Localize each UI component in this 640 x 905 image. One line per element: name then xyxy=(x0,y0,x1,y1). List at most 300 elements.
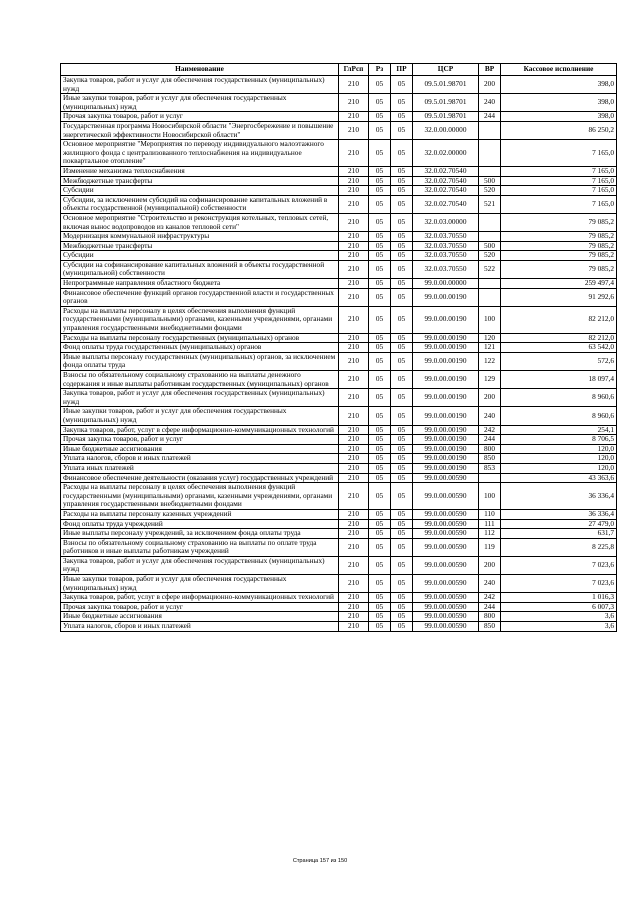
table-row xyxy=(61,483,617,510)
row-name-cell: Уплата налогов, сборов и иных платежей xyxy=(61,622,339,632)
row-glrsp-cell: 210 xyxy=(339,519,369,529)
row-rz-cell: 05 xyxy=(369,166,391,176)
row-pr-cell: 05 xyxy=(391,213,413,231)
row-amount-cell: 27 479,0 xyxy=(501,519,617,529)
row-glrsp-cell: 210 xyxy=(339,389,369,407)
row-rz-cell: 05 xyxy=(369,444,391,454)
row-csr-cell: 99.0.00.00190 xyxy=(413,463,479,473)
row-pr-cell: 05 xyxy=(391,352,413,370)
row-glrsp-cell: 210 xyxy=(339,425,369,435)
table-row xyxy=(61,166,617,176)
row-vr-cell: 850 xyxy=(479,622,501,632)
row-pr-cell: 05 xyxy=(391,176,413,186)
table-row xyxy=(61,241,617,251)
row-glrsp-cell: 210 xyxy=(339,473,369,483)
row-pr-cell: 05 xyxy=(391,444,413,454)
row-glrsp-cell: 210 xyxy=(339,279,369,289)
row-pr-cell: 05 xyxy=(391,288,413,306)
row-name-cell: Непрограммные направления областного бюджета xyxy=(61,279,339,289)
row-pr-cell: 05 xyxy=(391,435,413,445)
row-glrsp-cell: 210 xyxy=(339,343,369,353)
row-csr-cell: 32.0.02.70540 xyxy=(413,176,479,186)
table-row xyxy=(61,121,617,139)
row-name-cell: Взносы по обязательному социальному страхованию на выплаты денежного содержания и иные выплаты работникам государственных (муниципальных) органов xyxy=(61,371,339,389)
row-csr-cell: 99.0.00.00590 xyxy=(413,556,479,574)
row-rz-cell: 05 xyxy=(369,483,391,510)
row-pr-cell: 05 xyxy=(391,371,413,389)
table-row xyxy=(61,519,617,529)
row-vr-cell: 521 xyxy=(479,195,501,213)
table-row xyxy=(61,176,617,186)
row-vr-cell: 500 xyxy=(479,176,501,186)
row-vr-cell: 110 xyxy=(479,509,501,519)
table-row xyxy=(61,112,617,122)
table-row xyxy=(61,352,617,370)
column-pr-header: ПР xyxy=(391,64,413,76)
row-pr-cell: 05 xyxy=(391,260,413,278)
header-row xyxy=(61,64,617,76)
table-row xyxy=(61,94,617,112)
row-csr-cell: 99.0.00.00190 xyxy=(413,343,479,353)
row-amount-cell: 7 165,0 xyxy=(501,186,617,196)
row-amount-cell: 3,6 xyxy=(501,612,617,622)
table-row xyxy=(61,333,617,343)
row-pr-cell: 05 xyxy=(391,483,413,510)
row-rz-cell: 05 xyxy=(369,76,391,94)
row-rz-cell: 05 xyxy=(369,260,391,278)
row-name-cell: Иные закупки товаров, работ и услуг для обеспечения государственных (муниципальных) нужд xyxy=(61,407,339,425)
row-glrsp-cell: 210 xyxy=(339,288,369,306)
row-csr-cell: 99.0.00.00190 xyxy=(413,371,479,389)
row-name-cell: Модернизация коммунальной инфраструктуры xyxy=(61,232,339,242)
table-row xyxy=(61,509,617,519)
row-name-cell: Изменение механизма теплоснабжения xyxy=(61,166,339,176)
row-name-cell: Фонд оплаты труда учреждений xyxy=(61,519,339,529)
row-name-cell: Межбюджетные трансферты xyxy=(61,176,339,186)
table-row xyxy=(61,435,617,445)
row-vr-cell: 119 xyxy=(479,538,501,556)
row-pr-cell: 05 xyxy=(391,186,413,196)
row-pr-cell: 05 xyxy=(391,407,413,425)
row-rz-cell: 05 xyxy=(369,251,391,261)
table-row xyxy=(61,251,617,261)
row-pr-cell: 05 xyxy=(391,241,413,251)
row-rz-cell: 05 xyxy=(369,435,391,445)
report-sheet xyxy=(60,63,616,632)
row-pr-cell: 05 xyxy=(391,389,413,407)
row-vr-cell: 100 xyxy=(479,483,501,510)
row-pr-cell: 05 xyxy=(391,509,413,519)
column-vr-header: ВР xyxy=(479,64,501,76)
row-pr-cell: 05 xyxy=(391,76,413,94)
table-row xyxy=(61,425,617,435)
row-pr-cell: 05 xyxy=(391,112,413,122)
row-vr-cell: 800 xyxy=(479,612,501,622)
row-csr-cell: 32.0.03.00000 xyxy=(413,213,479,231)
row-rz-cell: 05 xyxy=(369,519,391,529)
row-pr-cell: 05 xyxy=(391,94,413,112)
table-row xyxy=(61,473,617,483)
table-row xyxy=(61,389,617,407)
row-name-cell: Закупка товаров, работ и услуг для обеспечения государственных (муниципальных) нужд xyxy=(61,556,339,574)
row-csr-cell: 99.0.00.00190 xyxy=(413,389,479,407)
row-amount-cell: 120,0 xyxy=(501,454,617,464)
table-row xyxy=(61,232,617,242)
row-rz-cell: 05 xyxy=(369,538,391,556)
row-name-cell: Государственная программа Новосибирской области "Энергосбережение и повышение энергетической эффективности Новосибирской области" xyxy=(61,121,339,139)
row-vr-cell: 121 xyxy=(479,343,501,353)
row-csr-cell: 32.0.02.70540 xyxy=(413,166,479,176)
row-vr-cell: 242 xyxy=(479,593,501,603)
row-rz-cell: 05 xyxy=(369,473,391,483)
row-amount-cell: 86 250,2 xyxy=(501,121,617,139)
row-csr-cell: 32.0.03.70550 xyxy=(413,241,479,251)
row-name-cell: Финансовое обеспечение деятельности (оказания услуг) государственных учреждений xyxy=(61,473,339,483)
row-name-cell: Закупка товаров, работ и услуг для обеспечения государственных (муниципальных) нужд xyxy=(61,76,339,94)
row-amount-cell: 8 225,8 xyxy=(501,538,617,556)
row-amount-cell: 43 363,6 xyxy=(501,473,617,483)
row-rz-cell: 05 xyxy=(369,306,391,333)
row-csr-cell: 32.0.02.70540 xyxy=(413,186,479,196)
row-vr-cell: 522 xyxy=(479,260,501,278)
row-pr-cell: 05 xyxy=(391,121,413,139)
table-row xyxy=(61,454,617,464)
row-name-cell: Иные закупки товаров, работ и услуг для обеспечения государственных (муниципальных) нужд xyxy=(61,94,339,112)
table-row xyxy=(61,195,617,213)
row-glrsp-cell: 210 xyxy=(339,529,369,539)
row-glrsp-cell: 210 xyxy=(339,575,369,593)
table-row xyxy=(61,213,617,231)
row-amount-cell: 259 497,4 xyxy=(501,279,617,289)
table-header xyxy=(61,64,617,76)
row-glrsp-cell: 210 xyxy=(339,556,369,574)
row-glrsp-cell: 210 xyxy=(339,251,369,261)
row-amount-cell: 1 016,3 xyxy=(501,593,617,603)
table-row xyxy=(61,538,617,556)
row-csr-cell: 99.0.00.00590 xyxy=(413,519,479,529)
row-glrsp-cell: 210 xyxy=(339,232,369,242)
row-csr-cell: 99.0.00.00190 xyxy=(413,333,479,343)
row-glrsp-cell: 210 xyxy=(339,94,369,112)
row-vr-cell: 200 xyxy=(479,76,501,94)
row-pr-cell: 05 xyxy=(391,473,413,483)
row-name-cell: Закупка товаров, работ, услуг в сфере информационно-коммуникационных технологий xyxy=(61,593,339,603)
row-pr-cell: 05 xyxy=(391,556,413,574)
row-pr-cell: 05 xyxy=(391,463,413,473)
row-glrsp-cell: 210 xyxy=(339,538,369,556)
row-glrsp-cell: 210 xyxy=(339,112,369,122)
row-rz-cell: 05 xyxy=(369,454,391,464)
row-rz-cell: 05 xyxy=(369,288,391,306)
row-pr-cell: 05 xyxy=(391,279,413,289)
row-pr-cell: 05 xyxy=(391,333,413,343)
row-vr-cell: 800 xyxy=(479,444,501,454)
table-row xyxy=(61,593,617,603)
row-pr-cell: 05 xyxy=(391,343,413,353)
row-pr-cell: 05 xyxy=(391,593,413,603)
table-row xyxy=(61,556,617,574)
row-amount-cell: 8 960,6 xyxy=(501,407,617,425)
row-rz-cell: 05 xyxy=(369,140,391,167)
row-rz-cell: 05 xyxy=(369,343,391,353)
row-pr-cell: 05 xyxy=(391,195,413,213)
row-name-cell: Уплата иных платежей xyxy=(61,463,339,473)
row-rz-cell: 05 xyxy=(369,279,391,289)
row-csr-cell: 99.0.00.00190 xyxy=(413,435,479,445)
row-glrsp-cell: 210 xyxy=(339,176,369,186)
row-rz-cell: 05 xyxy=(369,94,391,112)
row-name-cell: Прочая закупка товаров, работ и услуг xyxy=(61,112,339,122)
row-glrsp-cell: 210 xyxy=(339,622,369,632)
row-csr-cell: 99.0.00.00190 xyxy=(413,288,479,306)
row-amount-cell: 63 542,0 xyxy=(501,343,617,353)
row-name-cell: Взносы по обязательному социальному страхованию на выплаты по оплате труда работников и иные выплаты работникам учреждений xyxy=(61,538,339,556)
row-csr-cell: 32.0.03.70550 xyxy=(413,251,479,261)
row-csr-cell: 32.0.03.70550 xyxy=(413,232,479,242)
row-vr-cell xyxy=(479,279,501,289)
row-glrsp-cell: 210 xyxy=(339,260,369,278)
row-rz-cell: 05 xyxy=(369,425,391,435)
row-pr-cell: 05 xyxy=(391,519,413,529)
row-vr-cell xyxy=(479,232,501,242)
row-vr-cell: 244 xyxy=(479,602,501,612)
row-vr-cell xyxy=(479,288,501,306)
row-pr-cell: 05 xyxy=(391,425,413,435)
row-pr-cell: 05 xyxy=(391,612,413,622)
row-csr-cell: 99.0.00.00190 xyxy=(413,454,479,464)
table-row xyxy=(61,279,617,289)
table-row xyxy=(61,260,617,278)
row-glrsp-cell: 210 xyxy=(339,509,369,519)
table-row xyxy=(61,602,617,612)
row-rz-cell: 05 xyxy=(369,575,391,593)
row-csr-cell: 99.0.00.00590 xyxy=(413,602,479,612)
row-amount-cell: 36 336,4 xyxy=(501,483,617,510)
row-pr-cell: 05 xyxy=(391,251,413,261)
row-vr-cell xyxy=(479,473,501,483)
table-row xyxy=(61,186,617,196)
row-rz-cell: 05 xyxy=(369,556,391,574)
row-vr-cell: 129 xyxy=(479,371,501,389)
row-amount-cell: 572,6 xyxy=(501,352,617,370)
row-csr-cell: 99.0.00.00590 xyxy=(413,483,479,510)
row-name-cell: Субсидии, за исключением субсидий на софинансирование капитальных вложений в объекты государственной (муниципальной) собственности xyxy=(61,195,339,213)
table-row xyxy=(61,575,617,593)
row-csr-cell: 99.0.00.00590 xyxy=(413,593,479,603)
row-name-cell: Закупка товаров, работ, услуг в сфере информационно-коммуникационных технологий xyxy=(61,425,339,435)
row-vr-cell: 520 xyxy=(479,186,501,196)
row-rz-cell: 05 xyxy=(369,509,391,519)
row-amount-cell: 398,0 xyxy=(501,94,617,112)
row-name-cell: Иные закупки товаров, работ и услуг для обеспечения государственных (муниципальных) нужд xyxy=(61,575,339,593)
row-name-cell: Фонд оплаты труда государственных (муниципальных) органов xyxy=(61,343,339,353)
table-body xyxy=(61,76,617,632)
row-vr-cell xyxy=(479,121,501,139)
row-vr-cell: 112 xyxy=(479,529,501,539)
row-vr-cell: 244 xyxy=(479,112,501,122)
row-glrsp-cell: 210 xyxy=(339,463,369,473)
row-rz-cell: 05 xyxy=(369,529,391,539)
row-rz-cell: 05 xyxy=(369,112,391,122)
row-csr-cell: 32.0.02.70540 xyxy=(413,195,479,213)
row-rz-cell: 05 xyxy=(369,622,391,632)
row-rz-cell: 05 xyxy=(369,333,391,343)
row-vr-cell: 111 xyxy=(479,519,501,529)
row-glrsp-cell: 210 xyxy=(339,435,369,445)
row-rz-cell: 05 xyxy=(369,602,391,612)
row-vr-cell: 100 xyxy=(479,306,501,333)
row-glrsp-cell: 210 xyxy=(339,140,369,167)
row-pr-cell: 05 xyxy=(391,538,413,556)
column-glrsp-header: ГлРсп xyxy=(339,64,369,76)
row-rz-cell: 05 xyxy=(369,232,391,242)
row-name-cell: Финансовое обеспечение функций органов государственной власти и государственных органов xyxy=(61,288,339,306)
row-csr-cell: 99.0.00.00590 xyxy=(413,575,479,593)
row-csr-cell: 32.0.03.70550 xyxy=(413,260,479,278)
row-amount-cell: 3,6 xyxy=(501,622,617,632)
row-glrsp-cell: 210 xyxy=(339,483,369,510)
row-vr-cell: 240 xyxy=(479,94,501,112)
row-pr-cell: 05 xyxy=(391,575,413,593)
row-amount-cell: 8 960,6 xyxy=(501,389,617,407)
row-vr-cell: 122 xyxy=(479,352,501,370)
row-glrsp-cell: 210 xyxy=(339,371,369,389)
row-csr-cell: 09.5.01.98701 xyxy=(413,76,479,94)
row-name-cell: Прочая закупка товаров, работ и услуг xyxy=(61,602,339,612)
row-csr-cell: 32.0.00.00000 xyxy=(413,121,479,139)
table-row xyxy=(61,371,617,389)
row-pr-cell: 05 xyxy=(391,529,413,539)
row-pr-cell: 05 xyxy=(391,140,413,167)
row-name-cell: Закупка товаров, работ и услуг для обеспечения государственных (муниципальных) нужд xyxy=(61,389,339,407)
row-amount-cell: 82 212,0 xyxy=(501,306,617,333)
row-csr-cell: 99.0.00.00190 xyxy=(413,425,479,435)
row-csr-cell: 99.0.00.00590 xyxy=(413,538,479,556)
row-vr-cell: 120 xyxy=(479,333,501,343)
row-name-cell: Иные выплаты персоналу государственных (муниципальных) органов, за исключением фонда оплаты труда xyxy=(61,352,339,370)
row-name-cell: Субсидии xyxy=(61,186,339,196)
row-csr-cell: 99.0.00.00590 xyxy=(413,473,479,483)
row-vr-cell: 240 xyxy=(479,575,501,593)
table-row xyxy=(61,288,617,306)
row-name-cell: Расходы на выплаты персоналу казенных учреждений xyxy=(61,509,339,519)
row-csr-cell: 99.0.00.00590 xyxy=(413,509,479,519)
row-glrsp-cell: 210 xyxy=(339,166,369,176)
row-name-cell: Расходы на выплаты персоналу в целях обеспечения выполнения функций государственными (муниципальными) органами, казенными учреждениями, органами управления государственными внебюджетными фондами xyxy=(61,483,339,510)
row-vr-cell: 500 xyxy=(479,241,501,251)
row-amount-cell: 82 212,0 xyxy=(501,333,617,343)
row-pr-cell: 05 xyxy=(391,166,413,176)
row-amount-cell: 36 336,4 xyxy=(501,509,617,519)
row-glrsp-cell: 210 xyxy=(339,454,369,464)
row-amount-cell: 7 023,6 xyxy=(501,556,617,574)
row-rz-cell: 05 xyxy=(369,186,391,196)
table-row xyxy=(61,463,617,473)
row-glrsp-cell: 210 xyxy=(339,76,369,94)
row-csr-cell: 99.0.00.00190 xyxy=(413,306,479,333)
row-amount-cell: 91 292,6 xyxy=(501,288,617,306)
row-vr-cell: 240 xyxy=(479,407,501,425)
row-vr-cell: 200 xyxy=(479,389,501,407)
row-amount-cell: 254,1 xyxy=(501,425,617,435)
budget-execution-table xyxy=(60,63,617,632)
row-rz-cell: 05 xyxy=(369,176,391,186)
row-vr-cell: 244 xyxy=(479,435,501,445)
table-row xyxy=(61,407,617,425)
row-csr-cell: 99.0.00.00000 xyxy=(413,279,479,289)
row-amount-cell: 398,0 xyxy=(501,76,617,94)
table-row xyxy=(61,612,617,622)
row-csr-cell: 99.0.00.00190 xyxy=(413,444,479,454)
row-glrsp-cell: 210 xyxy=(339,444,369,454)
row-rz-cell: 05 xyxy=(369,612,391,622)
row-vr-cell xyxy=(479,140,501,167)
row-amount-cell: 398,0 xyxy=(501,112,617,122)
row-pr-cell: 05 xyxy=(391,622,413,632)
row-vr-cell: 853 xyxy=(479,463,501,473)
row-glrsp-cell: 210 xyxy=(339,333,369,343)
row-amount-cell: 8 706,5 xyxy=(501,435,617,445)
row-rz-cell: 05 xyxy=(369,463,391,473)
row-name-cell: Межбюджетные трансферты xyxy=(61,241,339,251)
row-amount-cell: 7 165,0 xyxy=(501,176,617,186)
row-amount-cell: 7 165,0 xyxy=(501,140,617,167)
row-amount-cell: 7 023,6 xyxy=(501,575,617,593)
row-glrsp-cell: 210 xyxy=(339,612,369,622)
row-pr-cell: 05 xyxy=(391,454,413,464)
row-rz-cell: 05 xyxy=(369,407,391,425)
row-csr-cell: 99.0.00.00590 xyxy=(413,612,479,622)
row-amount-cell: 79 085,2 xyxy=(501,251,617,261)
row-vr-cell: 242 xyxy=(479,425,501,435)
row-name-cell: Расходы на выплаты персоналу в целях обеспечения выполнения функций государственными (муниципальными) органами, казенными учреждениями, органами управления государственными внебюджетными фондами xyxy=(61,306,339,333)
row-rz-cell: 05 xyxy=(369,121,391,139)
page-number: Страница 157 из 150 xyxy=(292,858,348,864)
row-name-cell: Иные бюджетные ассигнования xyxy=(61,444,339,454)
row-pr-cell: 05 xyxy=(391,306,413,333)
row-vr-cell: 520 xyxy=(479,251,501,261)
row-glrsp-cell: 210 xyxy=(339,121,369,139)
row-csr-cell: 99.0.00.00190 xyxy=(413,352,479,370)
column-csr-header: ЦСР xyxy=(413,64,479,76)
row-rz-cell: 05 xyxy=(369,389,391,407)
row-amount-cell: 7 165,0 xyxy=(501,195,617,213)
row-amount-cell: 6 007,3 xyxy=(501,602,617,612)
column-cash-execution-header: Кассовое исполнение xyxy=(501,64,617,76)
row-rz-cell: 05 xyxy=(369,371,391,389)
row-rz-cell: 05 xyxy=(369,241,391,251)
table-row xyxy=(61,444,617,454)
table-row xyxy=(61,529,617,539)
row-csr-cell: 99.0.00.00590 xyxy=(413,529,479,539)
row-name-cell: Прочая закупка товаров, работ и услуг xyxy=(61,435,339,445)
row-vr-cell: 850 xyxy=(479,454,501,464)
row-name-cell: Основное мероприятие "Мероприятия по переводу индивидуального малоэтажного жилищного фонда с централизованного теплоснабжения на индивидуальное поквартальное отопление" xyxy=(61,140,339,167)
row-amount-cell: 79 085,2 xyxy=(501,232,617,242)
row-glrsp-cell: 210 xyxy=(339,593,369,603)
table-row xyxy=(61,343,617,353)
row-rz-cell: 05 xyxy=(369,352,391,370)
row-amount-cell: 120,0 xyxy=(501,463,617,473)
row-amount-cell: 7 165,0 xyxy=(501,166,617,176)
row-name-cell: Расходы на выплаты персоналу государственных (муниципальных) органов xyxy=(61,333,339,343)
column-rz-header: Рз xyxy=(369,64,391,76)
row-glrsp-cell: 210 xyxy=(339,306,369,333)
row-name-cell: Основное мероприятие "Строительство и реконструкция котельных, тепловых сетей, включая вынос водопроводов из каналов тепловой сети" xyxy=(61,213,339,231)
row-glrsp-cell: 210 xyxy=(339,602,369,612)
row-amount-cell: 18 097,4 xyxy=(501,371,617,389)
row-name-cell: Субсидии xyxy=(61,251,339,261)
